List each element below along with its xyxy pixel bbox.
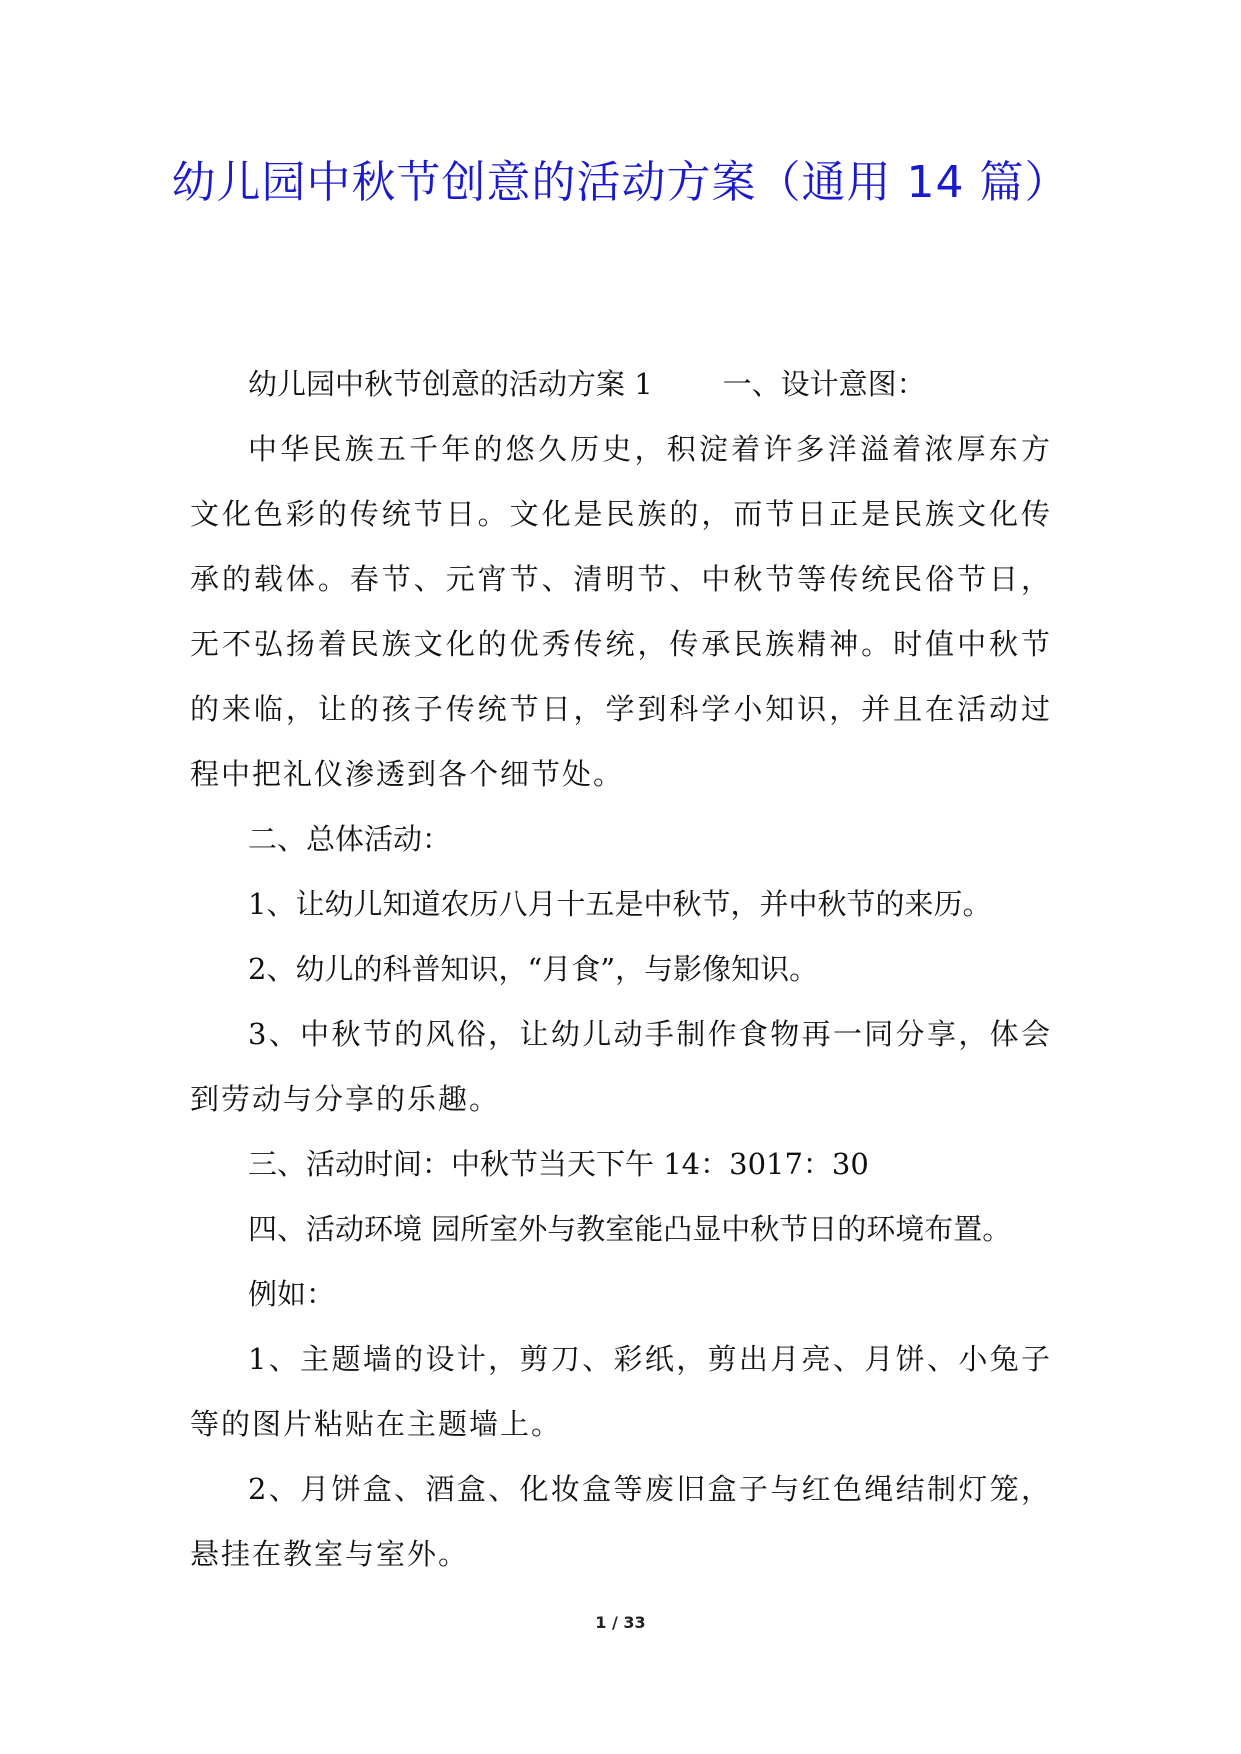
paragraph-overall-heading: 二、总体活动： [248, 822, 452, 856]
document-body [190, 352, 1052, 1587]
paragraph-goal-3: 3、中秋节的风俗，让幼儿动手制作食物再一同分享，体会到劳动与分享的乐趣。 [190, 1017, 1052, 1116]
paragraph-design-intent: 中华民族五千年的悠久历史，积淀着许多洋溢着浓厚东方文化色彩的传统节日。文化是民族的，而节日正是民族文化传承的载体。春节、元宵节、清明节、中秋节等传统民俗节日，无不弘扬着民族文化的优秀传统，传承民族精神。时值中秋节的来临，让的孩子传统节日，学到科学小知识，并且在活动过程中把礼仪渗透到各个细节处。 [190, 432, 1052, 791]
paragraph-environment: 四、活动环境 园所室外与教室能凸显中秋节日的环境布置。 [248, 1212, 1012, 1246]
paragraph-example-1: 1、主题墙的设计，剪刀、彩纸，剪出月亮、月饼、小兔子等的图片粘贴在主题墙上。 [190, 1342, 1052, 1441]
page-number: 1 / 33 [595, 1613, 646, 1632]
section-heading: 幼儿园中秋节创意的活动方案 1 [248, 367, 653, 401]
paragraph-example-label: 例如： [248, 1277, 336, 1311]
paragraph-goal-2: 2、幼儿的科普知识，“月食”，与影像知识。 [248, 952, 819, 986]
subsection-heading: 一、设计意图： [722, 367, 926, 401]
paragraph-example-2: 2、月饼盒、酒盒、化妆盒等废旧盒子与红色绳结制灯笼，悬挂在教室与室外。 [190, 1472, 1052, 1571]
document-title: 幼儿园中秋节创意的活动方案（通用 14 篇） [171, 157, 1070, 208]
paragraph-goal-1: 1、让幼儿知道农历八月十五是中秋节，并中秋节的来历。 [248, 887, 992, 921]
paragraph-time: 三、活动时间：中秋节当天下午 14：3017：30 [248, 1147, 869, 1181]
intro-line [190, 352, 1052, 417]
